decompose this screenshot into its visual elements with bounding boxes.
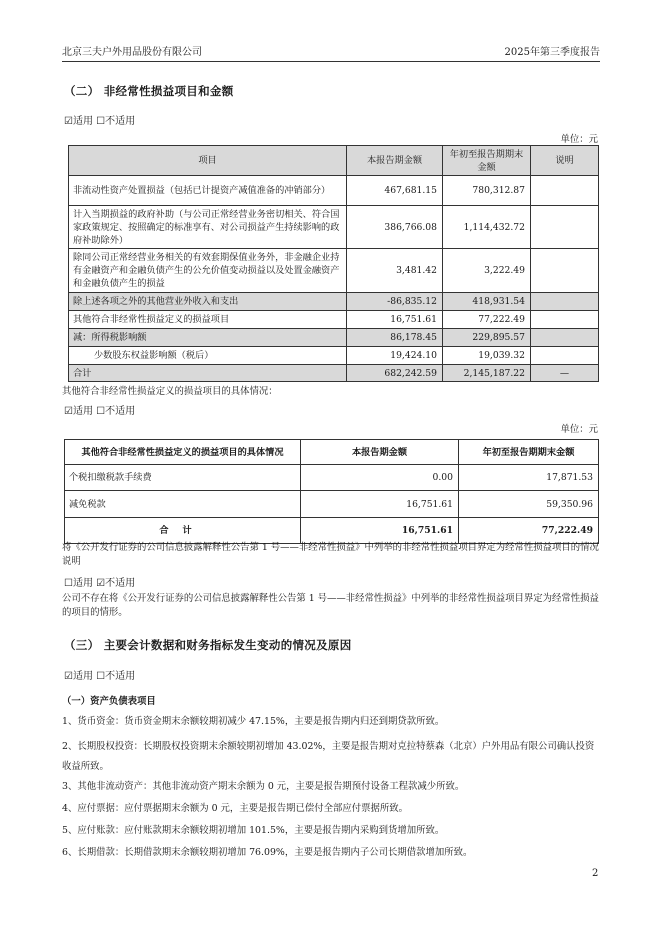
- table-row-total: [69, 365, 599, 382]
- col-header-current: 本报告期金额: [347, 146, 443, 176]
- section-2-applicable: ☑适用 ☐不适用: [64, 116, 136, 127]
- col-header-note: 说明: [531, 146, 599, 176]
- page-header: [62, 42, 600, 62]
- reclass-explanation: 将《公开发行证券的公司信息披露解释性公告第 1 号——非经常性损益》中列举的非经常性损益项目界定为经常性损益项目的情况说明: [62, 542, 599, 567]
- row-note: [531, 249, 599, 293]
- unit-label-2: 单位：元: [560, 424, 598, 435]
- row-ytd: 77,222.49: [443, 311, 531, 329]
- row-current: 16,751.61: [301, 491, 459, 518]
- row-item: 除上述各项之外的其他营业外收入和支出: [69, 293, 347, 311]
- row-note: [531, 206, 599, 249]
- col-header-detail: 其他符合非经常性损益定义的损益项目的具体情况: [65, 440, 301, 465]
- row-item: 减免税款: [65, 491, 301, 518]
- balance-item: 4、应付票据：应付票据期末余额为 0 元，主要是报告期已偿付全部应付票据所致。: [62, 803, 409, 814]
- row-ytd: 19,039.32: [443, 347, 531, 365]
- balance-item: 2、长期股权投资：长期股权投资期末余额较期初增加 43.02%，主要是报告期对克拉特蔡森（北京）户外用品有限公司确认投资收益所致。: [62, 741, 595, 772]
- table-row: [69, 347, 599, 365]
- row-ytd: 229,895.57: [443, 329, 531, 347]
- other-items-table: [64, 439, 599, 544]
- table-row-total: [65, 518, 599, 544]
- section-3-applicable: ☑适用 ☐不适用: [64, 671, 136, 682]
- balance-item: 3、其他非流动资产：其他非流动资产期末余额为 0 元，主要是报告期预付设备工程款减少所致。: [62, 781, 465, 792]
- row-current: 86,178.45: [347, 329, 443, 347]
- row-item: 少数股东权益影响额（税后）: [69, 347, 347, 365]
- balance-sheet-subtitle: （一）资产负债表项目: [62, 696, 156, 707]
- row-item: 非流动性资产处置损益（包括已计提资产减值准备的冲销部分）: [69, 176, 347, 206]
- balance-item: 1、货币资金：货币资金期末余额较期初减少 47.15%，主要是报告期内归还到期贷款所致。: [62, 716, 445, 727]
- other-items-applicable: ☑适用 ☐不适用: [64, 406, 136, 417]
- row-ytd: 59,350.96: [459, 491, 599, 518]
- table-row: [69, 311, 599, 329]
- row-note: [531, 176, 599, 206]
- row-note: [531, 311, 599, 329]
- section-3-title: （三） 主要会计数据和财务指标发生变动的情况及原因: [64, 638, 352, 652]
- row-current: 19,424.10: [347, 347, 443, 365]
- section-2-title: （二） 非经常性损益项目和金额: [64, 84, 234, 98]
- table-row: [69, 293, 599, 311]
- row-ytd: 1,114,432.72: [443, 206, 531, 249]
- row-ytd: 2,145,187.22: [443, 365, 531, 382]
- row-item: 其他符合非经常性损益定义的损益项目: [69, 311, 347, 329]
- unit-label: 单位：元: [560, 134, 598, 145]
- row-current: 3,481.42: [347, 249, 443, 293]
- table-row: [69, 329, 599, 347]
- balance-item: 5、应付账款：应付账款期末余额较期初增加 101.5%，主要是报告期内采购到货增加所致。: [62, 825, 445, 836]
- row-item: 个税扣缴税款手续费: [65, 465, 301, 491]
- row-ytd: 780,312.87: [443, 176, 531, 206]
- row-item: 计入当期损益的政府补助（与公司正常经营业务密切相关、符合国家政策规定、按照确定的标准享有、对公司损益产生持续影响的政府补助除外）: [69, 206, 347, 249]
- row-current: 386,766.08: [347, 206, 443, 249]
- non-recurring-table: [68, 145, 599, 382]
- table-row: [69, 206, 599, 249]
- other-items-label: 其他符合非经常性损益定义的损益项目的具体情况：: [62, 386, 278, 397]
- col-header-item: 项目: [69, 146, 347, 176]
- row-note: [531, 329, 599, 347]
- total-label: 合计: [65, 518, 301, 544]
- row-item: 除同公司正常经营业务相关的有效套期保值业务外，非金融企业持有金融资产和金融负债产生的公允价值变动损益以及处置金融资产和金融负债产生的损益: [69, 249, 347, 293]
- row-ytd: 418,931.54: [443, 293, 531, 311]
- row-current: 0.00: [301, 465, 459, 491]
- table-row: [69, 176, 599, 206]
- row-note: [531, 347, 599, 365]
- col-header-current: 本报告期金额: [301, 440, 459, 465]
- row-ytd: 3,222.49: [443, 249, 531, 293]
- row-ytd: 17,871.53: [459, 465, 599, 491]
- reclass-applicable: ☐适用 ☑不适用: [64, 578, 136, 589]
- row-note: [531, 293, 599, 311]
- reclass-statement: 公司不存在将《公开发行证券的公司信息披露解释性公告第 1 号——非经常性损益》中列举的非经常性损益项目界定为经常性损益的项目的情形。: [62, 593, 599, 618]
- col-header-ytd: 年初至报告期期末金额: [459, 440, 599, 465]
- row-item: 合计: [69, 365, 347, 382]
- row-item: 减：所得税影响额: [69, 329, 347, 347]
- row-current: 682,242.59: [347, 365, 443, 382]
- row-current: 16,751.61: [347, 311, 443, 329]
- row-current: -86,835.12: [347, 293, 443, 311]
- page-number: 2: [592, 868, 599, 879]
- row-note: —: [531, 365, 599, 382]
- row-current: 467,681.15: [347, 176, 443, 206]
- table-row: [65, 465, 599, 491]
- balance-item: 6、长期借款：长期借款期末余额较期初增加 76.09%，主要是报告期内子公司长期借款增加所致。: [62, 847, 473, 858]
- table-row: [69, 249, 599, 293]
- header-company: 北京三夫户外用品股份有限公司: [62, 47, 202, 58]
- header-report-title: 2025年第三季度报告: [504, 47, 600, 58]
- total-ytd: 77,222.49: [459, 518, 599, 544]
- table-row: [65, 491, 599, 518]
- total-current: 16,751.61: [301, 518, 459, 544]
- col-header-ytd: 年初至报告期期末金额: [443, 146, 531, 176]
